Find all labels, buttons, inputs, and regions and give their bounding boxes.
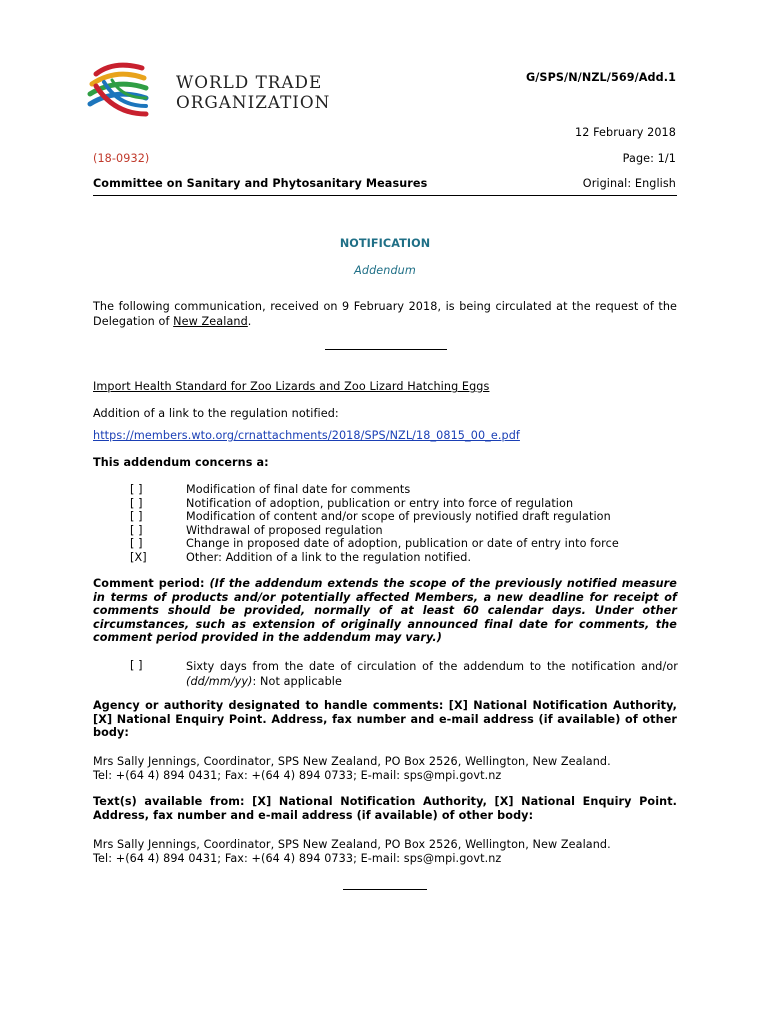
- concerns-heading: This addendum concerns a:: [93, 456, 269, 469]
- list-item: [130, 510, 690, 524]
- agency-contact-line-1: Mrs Sally Jennings, Coordinator, SPS New Zealand, PO Box 2526, Wellington, New Zealand.: [93, 755, 611, 768]
- checkbox: [ ]: [130, 510, 143, 523]
- list-item: [130, 497, 690, 511]
- intro-paragraph: [93, 299, 677, 329]
- sixty-days-text-wrap: [186, 659, 678, 689]
- list-item-text: Change in proposed date of adoption, publication or date of entry into force: [186, 537, 619, 550]
- agency-contact: [93, 754, 677, 783]
- intro-tail: .: [247, 315, 252, 328]
- comment-period-text: (If the addendum extends the scope of the previously notified measure in terms of products and/or potentially affected Members, a new deadline for receipt of comments should be provided, normally of at least 60 calendar days. Under other circumstances, such as extension of originally announced final date for comments, the comment period provided in the addendum may vary.): [93, 577, 677, 644]
- agency-contact-line-2: Tel: +(64 4) 894 0431; Fax: +(64 4) 894 0733; E-mail: sps@mpi.govt.nz: [93, 769, 502, 782]
- list-item: [130, 537, 690, 551]
- page-indicator: Page: 1/1: [622, 152, 676, 165]
- texts-contact-line-2: Tel: +(64 4) 894 0431; Fax: +(64 4) 894 0733; E-mail: sps@mpi.govt.nz: [93, 852, 502, 865]
- texts-contact-line-1: Mrs Sally Jennings, Coordinator, SPS New Zealand, PO Box 2526, Wellington, New Zealand.: [93, 838, 611, 851]
- wto-logo-icon: [84, 58, 164, 128]
- list-item-text: Notification of adoption, publication or entry into force of regulation: [186, 496, 574, 510]
- sixty-days-text: Sixty days from the date of circulation of the addendum to the notification and/or: [186, 660, 678, 673]
- header-divider: [93, 195, 677, 196]
- doc-number: (18-0932): [93, 152, 150, 165]
- logo-line-1: WORLD TRADE: [176, 72, 323, 92]
- committee-name: Committee on Sanitary and Phytosanitary Measures: [93, 177, 428, 190]
- checkbox: [ ]: [130, 659, 143, 672]
- checkbox: [ ]: [130, 496, 143, 510]
- doc-symbol: G/SPS/N/NZL/569/Add.1: [525, 71, 676, 84]
- list-item-text: Withdrawal of proposed regulation: [186, 523, 383, 537]
- concerns-list: [130, 483, 690, 564]
- list-item-text: Modification of final date for comments: [186, 483, 411, 496]
- wto-logo: [84, 58, 344, 128]
- end-divider: [343, 889, 427, 890]
- checkbox: [ ]: [130, 537, 143, 550]
- texts-heading: Text(s) available from: [X] National Notification Authority, [X] National Enquiry Point. Address, fax number and e-mail address (if available) of other body:: [93, 795, 677, 822]
- list-item: [130, 483, 690, 497]
- intro-text: The following communication, received on 9 February 2018, is being circulated at the request of the Delegation of: [93, 300, 677, 328]
- section-divider: [325, 349, 447, 350]
- addition-text: Addition of a link to the regulation notified:: [93, 407, 339, 420]
- list-item-text: Other: Addition of a link to the regulation notified.: [186, 550, 472, 564]
- logo-line-2: ORGANIZATION: [176, 92, 331, 112]
- intro-country: New Zealand: [173, 315, 248, 328]
- list-item: [130, 551, 690, 565]
- sixty-days-row: [130, 659, 678, 689]
- sixty-days-date: (dd/mm/yy): [186, 675, 253, 688]
- standard-title: Import Health Standard for Zoo Lizards and Zoo Lizard Hatching Eggs: [93, 380, 490, 393]
- addendum-subheading: Addendum: [354, 264, 416, 277]
- checkbox: [ ]: [130, 483, 143, 496]
- regulation-link[interactable]: https://members.wto.org/crnattachments/2018/SPS/NZL/18_0815_00_e.pdf: [93, 429, 520, 442]
- sixty-days-tail: : Not applicable: [252, 675, 342, 688]
- texts-contact: [93, 837, 677, 866]
- notification-heading: NOTIFICATION: [339, 237, 431, 250]
- comment-period: [93, 577, 677, 645]
- checkbox-checked: [X]: [130, 550, 147, 564]
- list-item-text: Modification of content and/or scope of previously notified draft regulation: [186, 510, 611, 523]
- checkbox: [ ]: [130, 523, 143, 537]
- agency-heading: Agency or authority designated to handle comments: [X] National Notification Authority, [X] National Enquiry Point. Address, fax number and e-mail address (if available) of other body:: [93, 699, 677, 739]
- original-language: Original: English: [582, 177, 676, 190]
- list-item: [130, 524, 690, 538]
- comment-period-label: Comment period:: [93, 577, 210, 590]
- doc-date: 12 February 2018: [575, 126, 676, 139]
